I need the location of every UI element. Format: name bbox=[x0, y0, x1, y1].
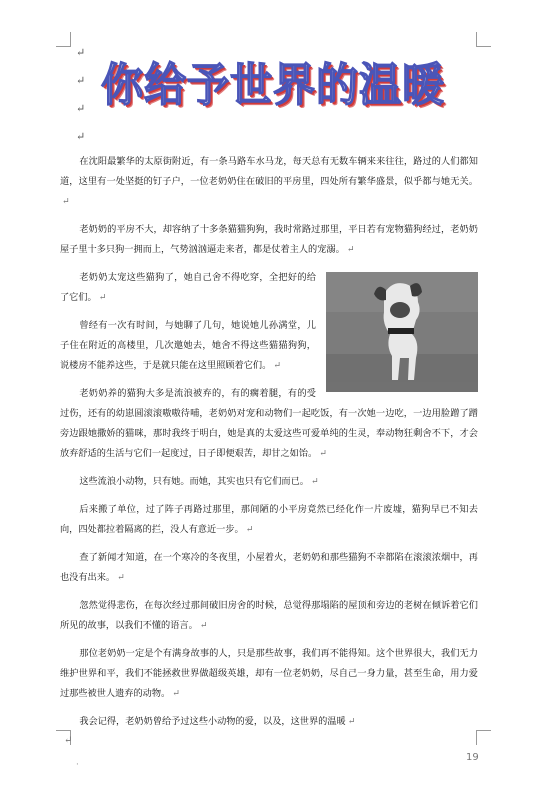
page-title: 你给予世界的温暖 bbox=[100, 58, 445, 112]
paragraph: 这些流浪小动物，只有她。而她，其实也只有它们而已。 ↵ bbox=[79, 476, 319, 487]
crop-mark-top-left bbox=[56, 32, 71, 47]
dog-photo bbox=[326, 272, 478, 392]
paragraph: 后来搬了单位，过了阵子再路过那里，那间陋的小平房竟然已经化作一片废墟，猫狗早已不知去向，四处都拉着隔离的拦，没人有意近一步。 ↵ bbox=[60, 504, 478, 535]
article-body bbox=[60, 152, 478, 740]
paragraph: 在沈阳最繁华的太原街附近，有一条马路车水马龙，每天总有无数车辆来来往往，路过的人们都知道，这里有一处坚挺的钉子户，一位老奶奶住在破旧的平房里，四处所有繁华盛景，似乎都与她无关。↵ bbox=[60, 156, 478, 207]
page-number: 19 bbox=[466, 752, 479, 763]
paragraph: 老奶奶太宠这些猫狗了，她自己舍不得吃穿，全把好的给了它们。 ↵ bbox=[60, 272, 316, 303]
paragraph: 那位老奶奶一定是个有满身故事的人，只是那些故事，我们再不能得知。这个世界很大，我们无力维护世界和平，我们不能拯救世界做超级英雄，却有一位老奶奶，尽自己一身力量，甚至生命，用力爱过那些被世人遗弃的动物。 ↵ bbox=[60, 648, 478, 699]
paragraph: 老奶奶的平房不大，却容纳了十多条猫猫狗狗，我时常路过那里，平日若有宠物猫狗经过，老奶奶屋子里十多只狗一拥而上，气势汹汹逼走来者，都是仗着主人的宠溺。 ↵ bbox=[60, 224, 478, 255]
paragraph: 老奶奶养的猫狗大多是流浪被弃的，有的瘸着腿，有的受过伤，还有的幼崽圆滚滚嗷嗷待哺，老奶奶对宠和动物们一起吃饭，有一次她一边吃，一边用脸蹭了蹭旁边跟她撒娇的猫咪，那时我终于明白，她是真的太爱这些可爱单纯的生灵，奉动物狂剩舍不下，才会放弃舒适的生活与它们一起度过，日子即便艰苦，却甘之如饴。 ↵ bbox=[60, 388, 478, 459]
empty-line-mark: ↵ bbox=[76, 130, 86, 143]
empty-line-mark: ↵ bbox=[76, 102, 86, 115]
crop-mark-bottom-right bbox=[476, 730, 491, 745]
paragraph: 查了新闻才知道，在一个寒冷的冬夜里，小屋着火，老奶奶和那些猫狗不幸都陷在滚滚浓烟中，再也没有出来。 ↵ bbox=[60, 552, 478, 583]
paragraph: 曾经有一次有时间，与她聊了几句，她说她儿孙满堂，儿子住在附近的高楼里，几次邀她去，她舍不得这些猫猫狗狗，说楼房不能养这些，于是就只能在这里照顾着它们。 ↵ bbox=[60, 320, 316, 371]
footer-dot: · bbox=[76, 760, 79, 770]
paragraph: 我会记得，老奶奶曾给予过这些小动物的爱，以及，这世界的温暖 ↵ bbox=[79, 716, 356, 727]
empty-line-mark: ↵ bbox=[64, 735, 73, 746]
empty-line-mark: ↵ bbox=[76, 46, 86, 59]
crop-mark-top-right bbox=[476, 32, 491, 47]
empty-line-mark: ↵ bbox=[76, 74, 86, 87]
paragraph: 忽然觉得悲伤，在每次经过那间破旧房舍的时候，总觉得那塌陷的屋顶和旁边的老树在倾诉着它们所见的故事，以我们不懂的语言。 ↵ bbox=[60, 600, 478, 631]
dog-photo-icon bbox=[326, 272, 478, 392]
